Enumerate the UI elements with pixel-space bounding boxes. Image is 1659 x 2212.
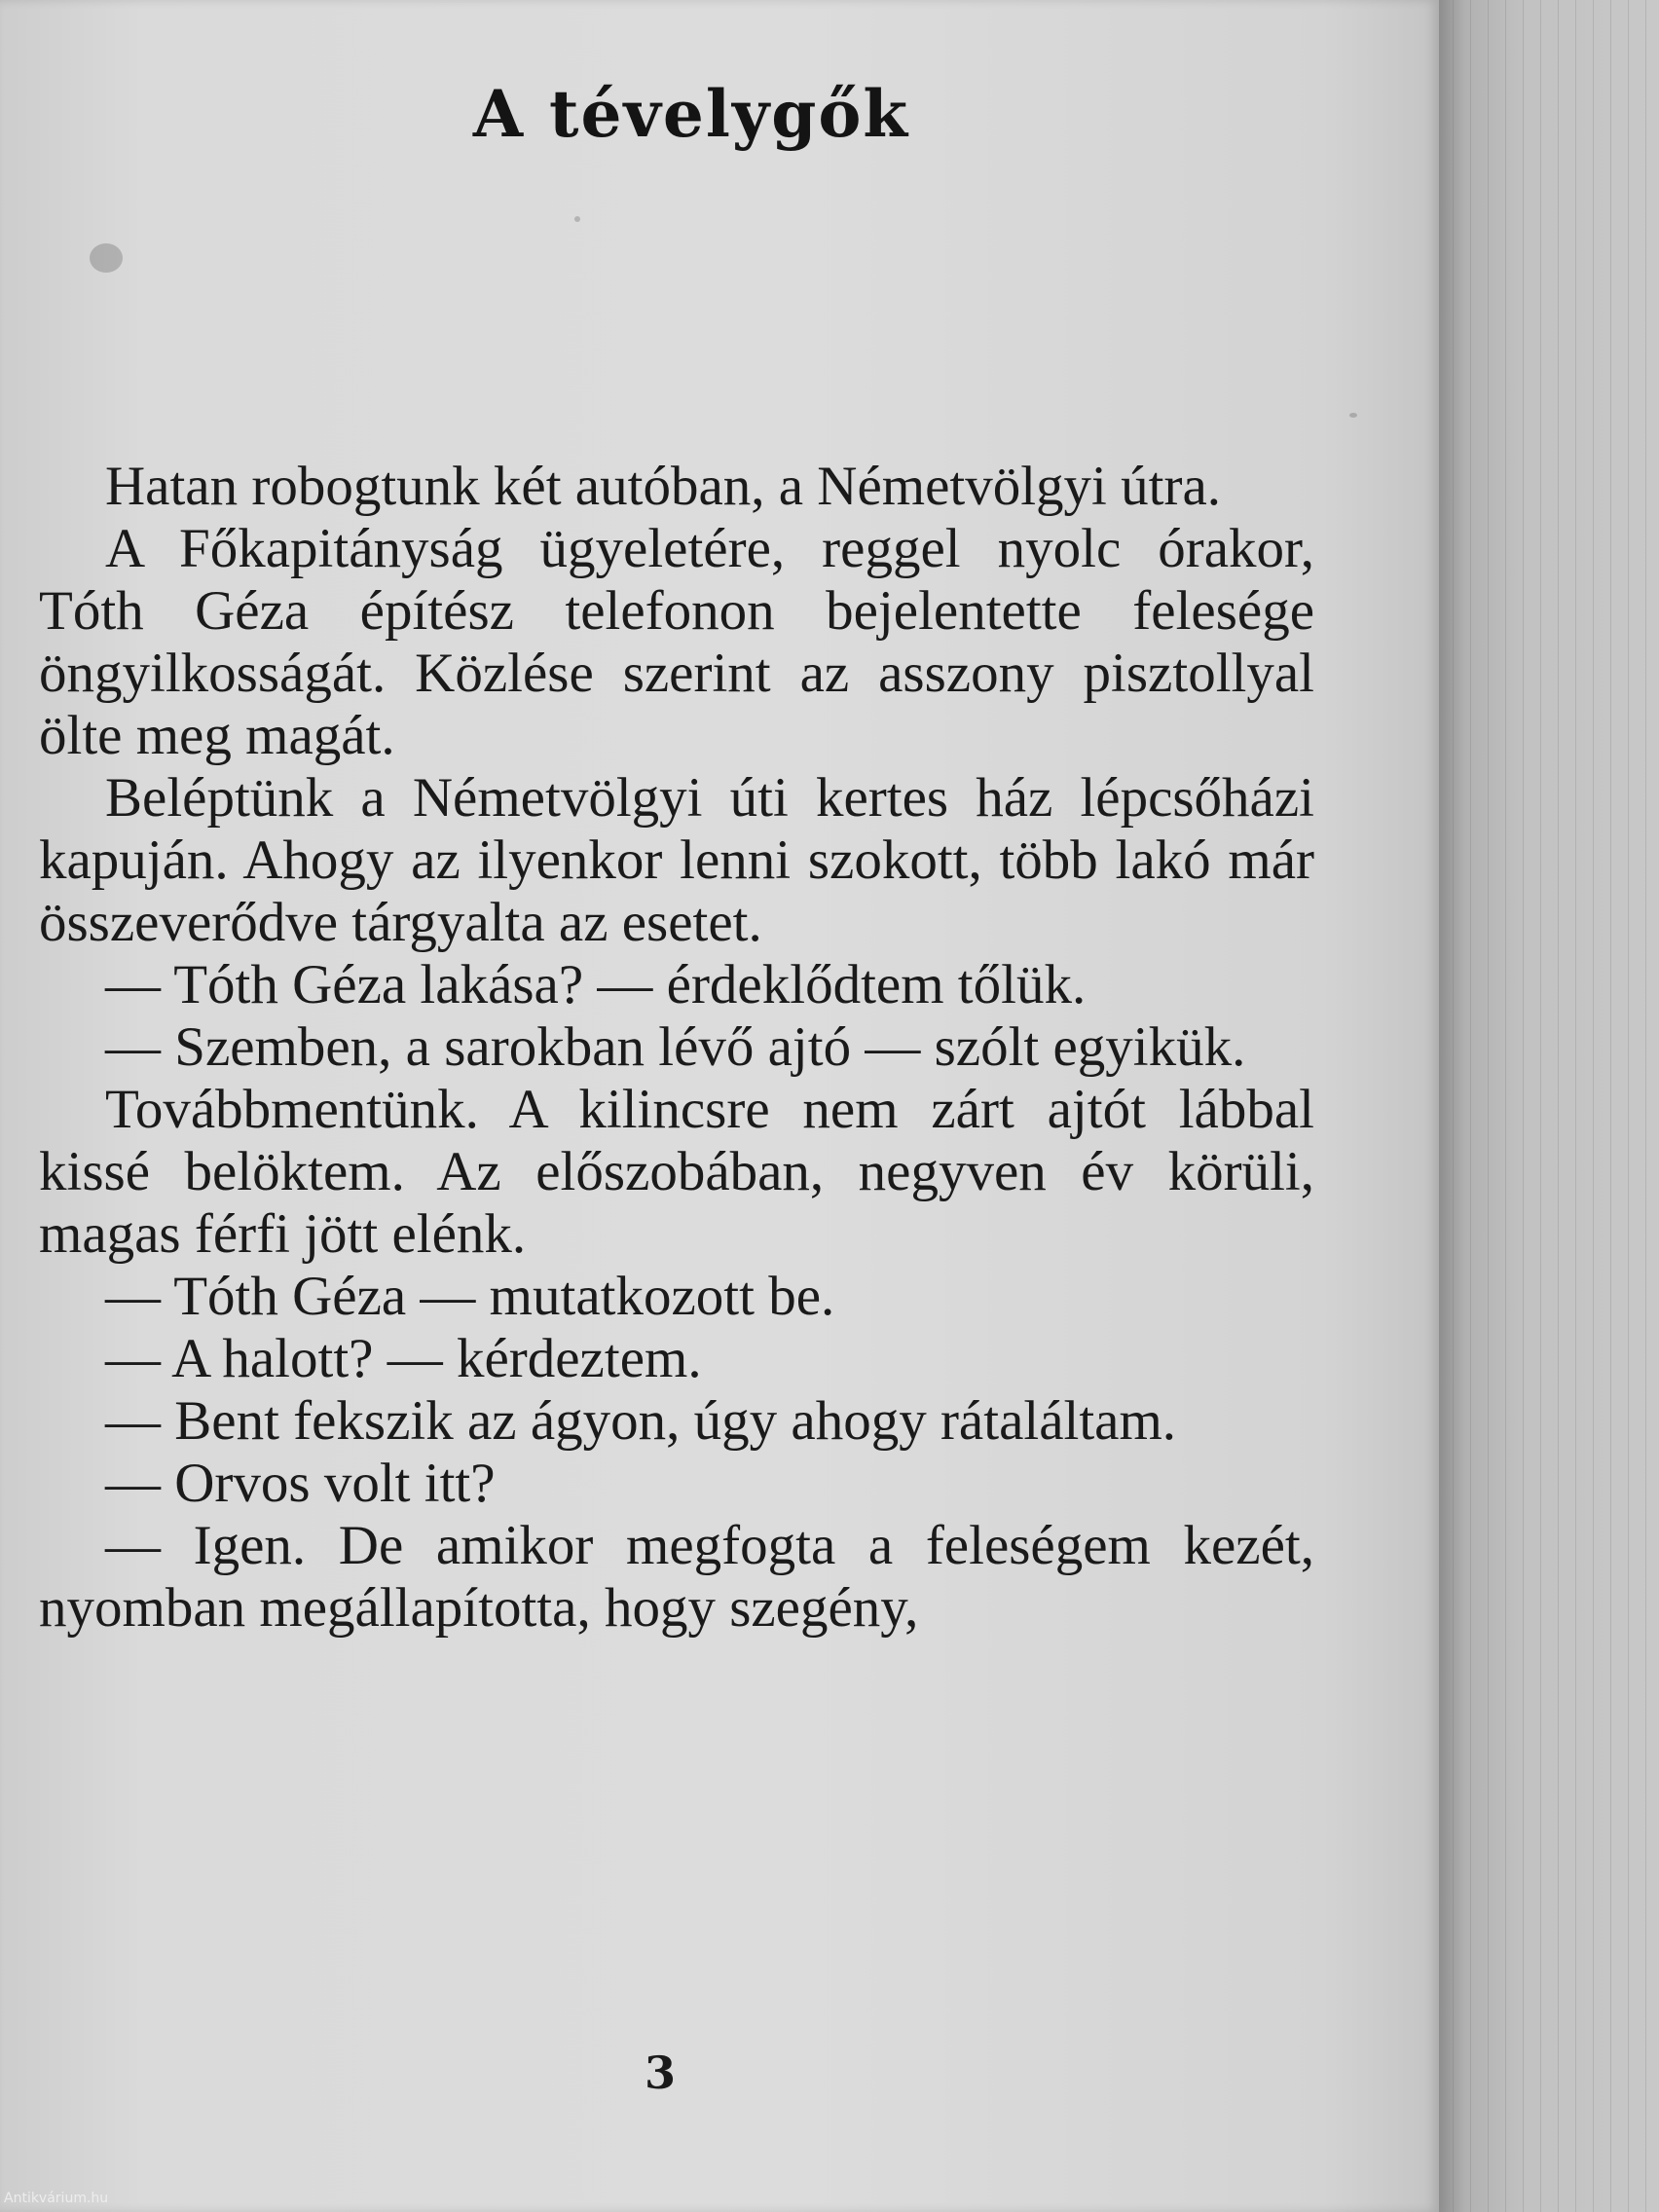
chapter-title: A tévelygők <box>472 76 910 152</box>
paragraph: — Bent fekszik az ágyon, úgy ahogy rátaláltam. <box>105 1390 1177 1452</box>
paragraph: Beléptünk a Németvölgyi úti kertes ház lépcsőházi kapuján. Ahogy az ilyenkor lenni szokott, több lakó már összeverődve tárgyalta az esetet. <box>39 767 1314 953</box>
paper-speck <box>90 243 123 273</box>
paragraph: — Tóth Géza lakása? — érdeklődtem tőlük. <box>105 954 1087 1015</box>
paragraph: — A halott? — kérdeztem. <box>105 1328 702 1389</box>
paragraph: A Főkapitányság ügyeletére, reggel nyolc órakor, Tóth Géza építész telefonon bejelentette felesége öngyilkosságát. Közlése szerint az asszony pisztollyal ölte meg magát. <box>39 518 1314 766</box>
paragraph: Hatan robogtunk két autóban, a Németvölgyi útra. <box>105 456 1222 517</box>
paragraph: — Igen. De amikor megfogta a feleségem kezét, nyomban megállapította, hogy szegény, <box>39 1515 1314 1639</box>
paragraph: — Orvos volt itt? <box>105 1453 496 1514</box>
paragraph: — Tóth Géza — mutatkozott be. <box>105 1266 835 1327</box>
paragraph: — Szemben, a sarokban lévő ajtó — szólt egyikük. <box>105 1016 1246 1078</box>
paper-speck <box>574 216 580 222</box>
body-text <box>39 456 1314 1640</box>
paragraph: Továbbmentünk. A kilincsre nem zárt ajtót lábbal kissé belöktem. Az előszobában, negyven év körüli, magas férfi jött elénk. <box>39 1079 1314 1265</box>
paper-speck <box>1349 413 1357 418</box>
page-stack-edges <box>1453 0 1647 2212</box>
watermark: Antikvárium.hu <box>4 2191 109 2206</box>
page-number: 3 <box>644 2046 676 2099</box>
